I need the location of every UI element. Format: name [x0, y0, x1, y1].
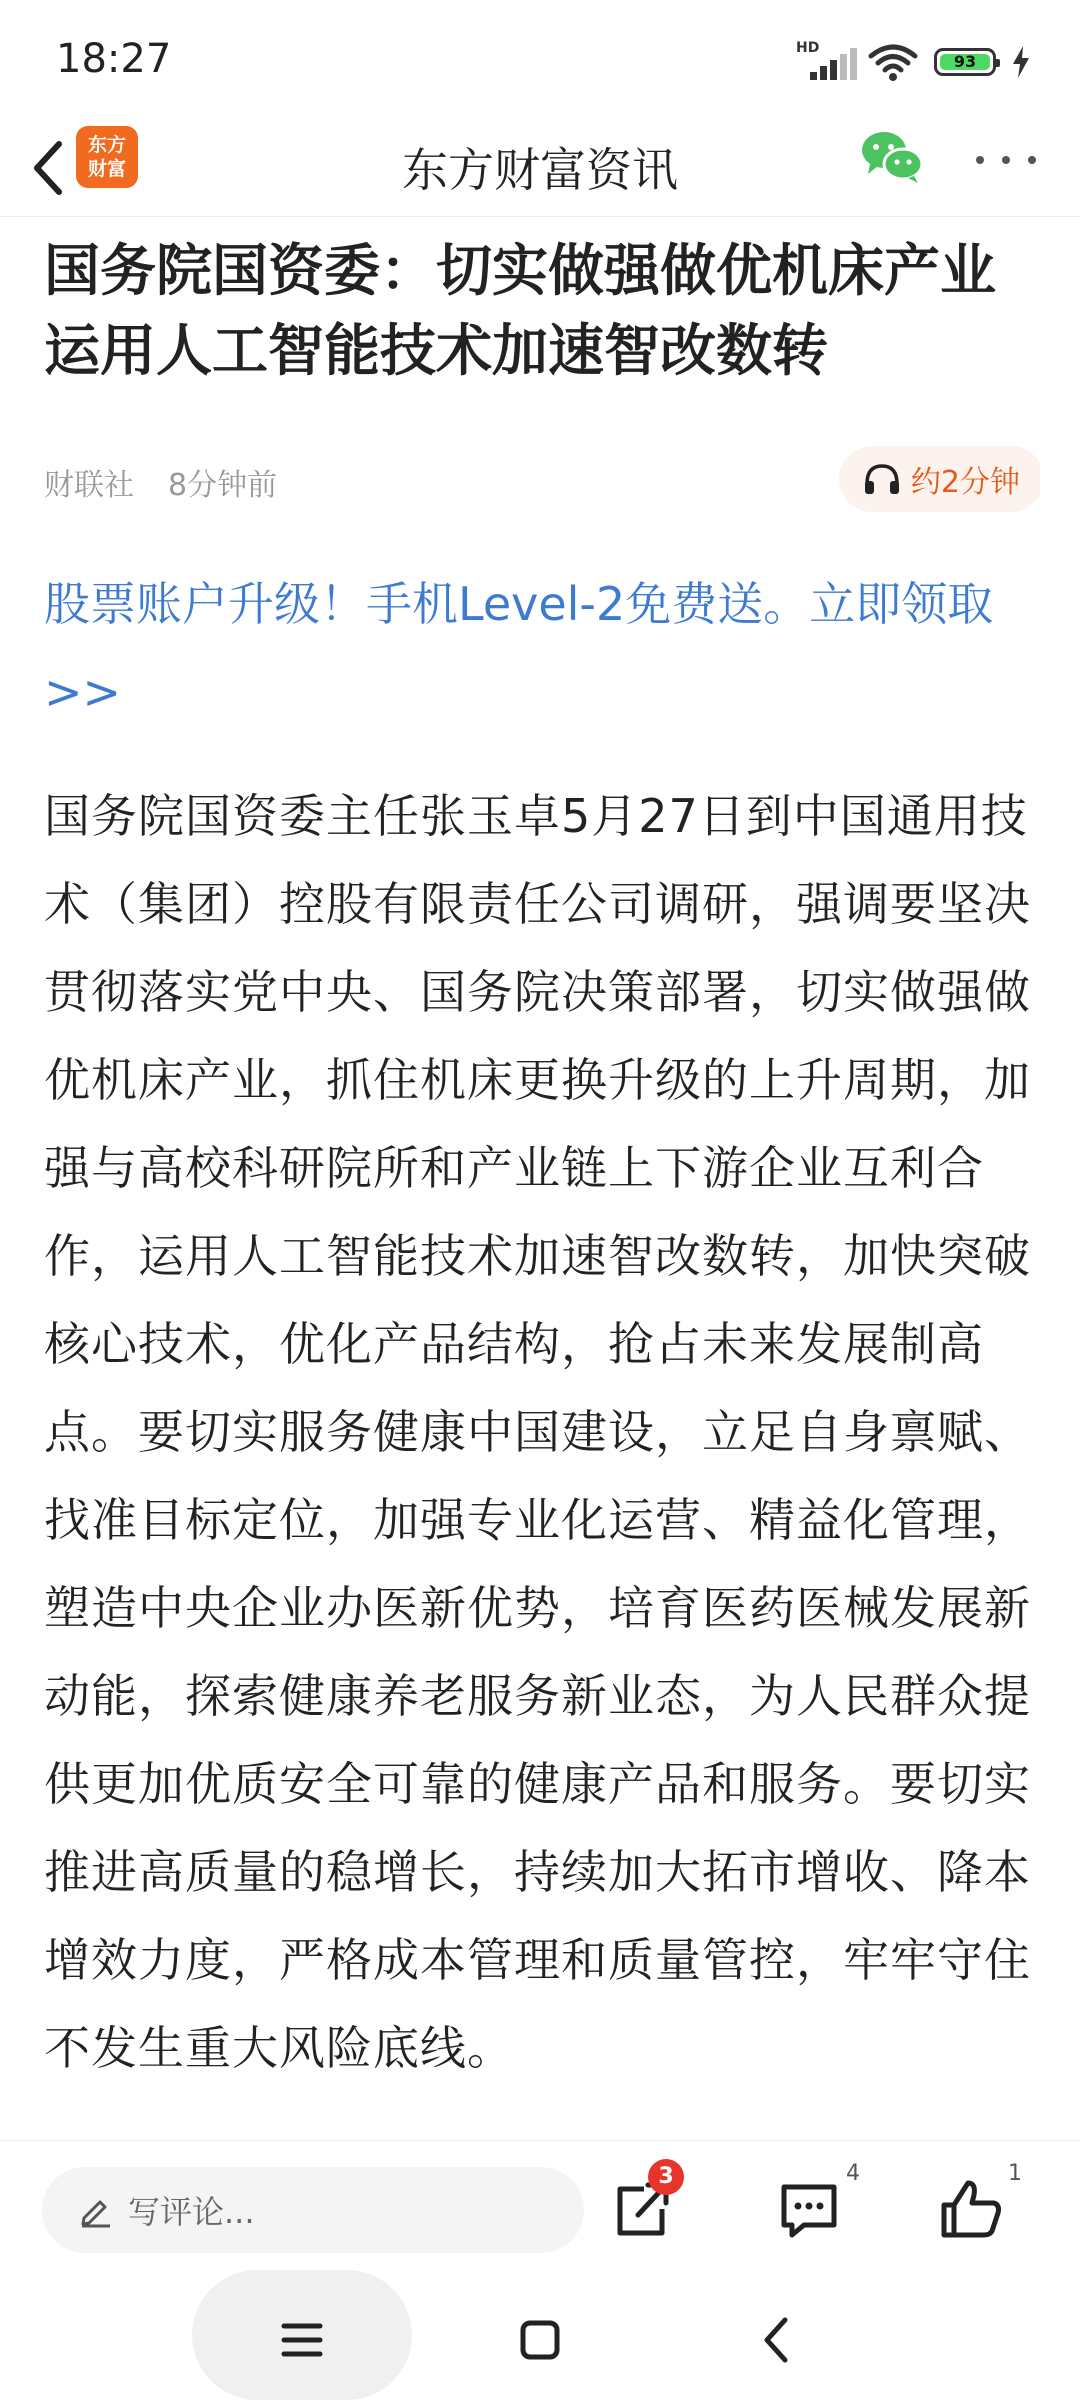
logo-line-2: 财富	[87, 158, 126, 180]
page-title: 东方财富资讯	[402, 143, 678, 197]
thumbs-up-icon	[936, 2175, 1006, 2245]
share-badge: 3	[648, 2159, 684, 2195]
wechat-share-button[interactable]	[860, 126, 924, 186]
signal-icon	[796, 40, 852, 84]
listen-duration: 约2分钟	[910, 465, 1020, 500]
nav-bar	[0, 120, 1080, 217]
more-options-button[interactable]	[976, 130, 1036, 190]
article-time: 8分钟前	[168, 468, 278, 503]
status-icons	[796, 40, 1030, 84]
promo-link[interactable]: 股票账户升级！手机Level-2免费送。立即领取>>	[44, 577, 994, 719]
comment-placeholder: 写评论...	[128, 2193, 255, 2231]
like-button[interactable]	[936, 2161, 1022, 2245]
menu-icon	[280, 2320, 324, 2360]
comment-icon	[774, 2175, 844, 2245]
article-headline: 国务院国资委：切实做强做优机床产业 运用人工智能技术加速智改数转	[44, 239, 996, 384]
square-icon	[519, 2319, 561, 2361]
wifi-icon	[868, 42, 918, 82]
article-meta	[44, 440, 1040, 520]
network-label: HD	[796, 40, 820, 56]
recent-apps-button[interactable]	[262, 2300, 342, 2380]
charging-icon	[1012, 45, 1030, 79]
article	[44, 216, 1040, 2136]
article-body: 国务院国资委主任张玉卓5月27日到中国通用技术（集团）控股有限责任公司调研，强调要坚决贯彻落实党中央、国务院决策部署，切实做强做优机床产业，抓住机床更换升级的上升周期，加强与高校科研院所和产业链上下游企业互利合作，运用人工智能技术加速智改数转，加快突破核心技术，优化产品结构，抢占未来发展制高点。要切实服务健康中国建设，立足自身禀赋、找准目标定位，加强专业化运营、精益化管理，塑造中央企业办医新优势，培育医药医械发展新动能，探索健康养老服务新业态，为人民群众提供更加优质安全可靠的健康产品和服务。要切实推进高质量的稳增长，持续加大拓市增收、降本增效力度，严格成本管理和质量管控，牢牢守住不发生重大风险底线。	[44, 789, 1031, 2075]
dot-icon	[1028, 156, 1036, 164]
dot-icon	[1002, 156, 1010, 164]
battery-level: 93	[953, 52, 977, 71]
like-count: 1	[1008, 2161, 1022, 2186]
headphones-icon	[863, 462, 901, 496]
action-bar	[0, 2140, 1080, 2271]
article-source: 财联社	[44, 468, 134, 503]
comment-input[interactable]	[42, 2167, 584, 2253]
status-bar	[0, 0, 1080, 120]
status-time: 18:27	[56, 36, 172, 82]
pencil-icon	[78, 2192, 114, 2228]
listen-button[interactable]	[839, 446, 1040, 512]
chevron-left-icon	[761, 2316, 791, 2364]
home-button[interactable]	[500, 2300, 580, 2380]
dot-icon	[976, 156, 984, 164]
comments-button[interactable]	[774, 2161, 860, 2245]
system-back-button[interactable]	[736, 2300, 816, 2380]
battery-icon	[934, 48, 996, 76]
logo-line-1: 东方	[87, 134, 126, 156]
comment-count: 4	[846, 2161, 860, 2186]
share-button[interactable]	[606, 2164, 676, 2245]
wechat-icon	[860, 126, 924, 186]
system-nav-bar	[0, 2270, 1080, 2400]
